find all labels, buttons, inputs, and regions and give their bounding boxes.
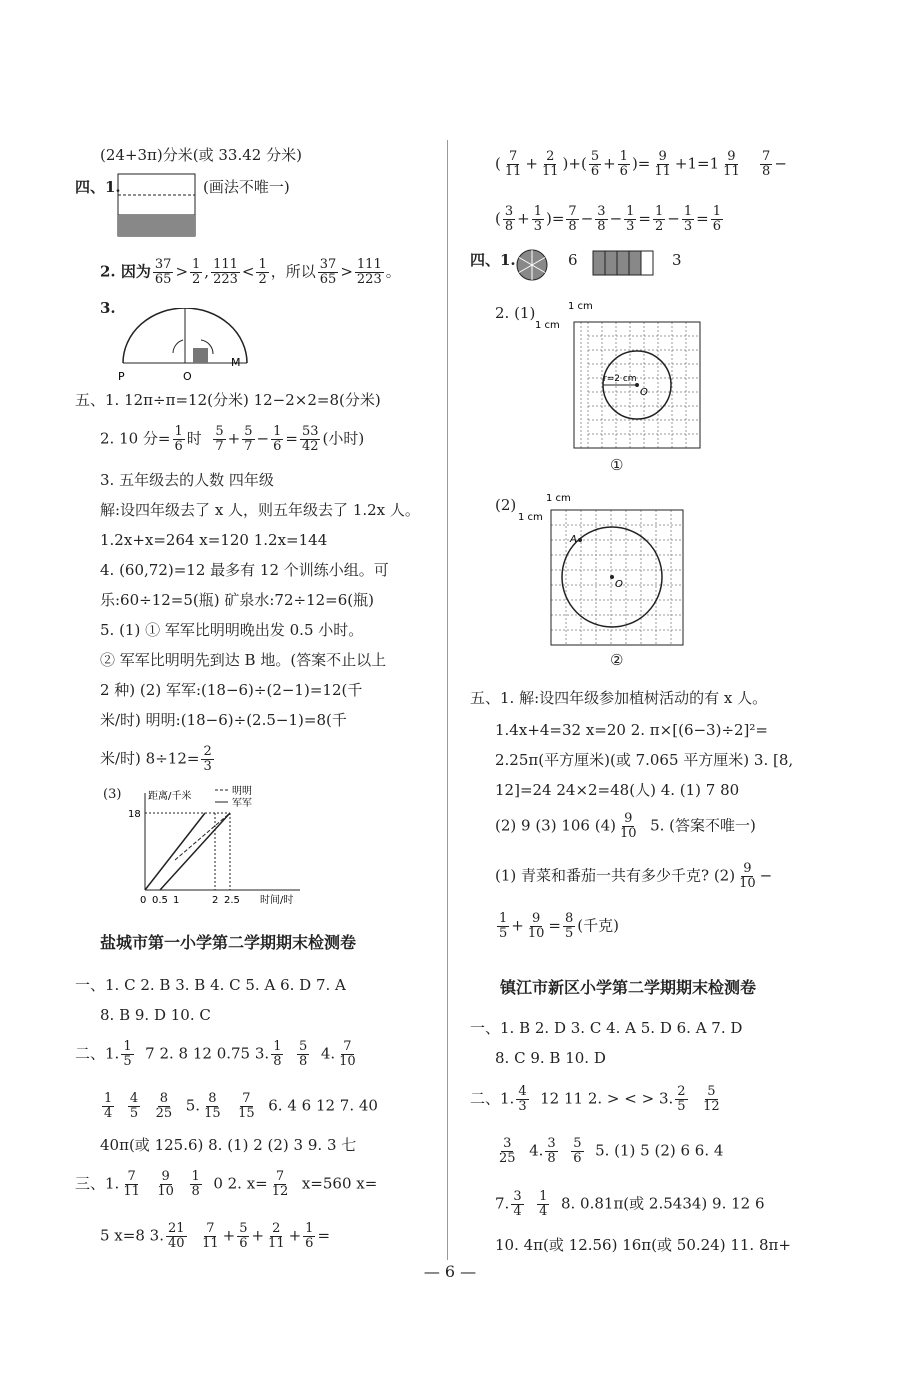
- x-tick-25: 2.5: [224, 895, 240, 905]
- answer-line: 2. (1): [495, 304, 536, 322]
- cm-label: 1 cm: [518, 512, 543, 523]
- center-label: O: [615, 579, 623, 590]
- answer-line: 5. (1) ① 军军比明明晚出发 0.5 小时。: [100, 621, 364, 639]
- answer-line: 8. B 9. D 10. C: [100, 1006, 211, 1024]
- answer-line: 2.25π(平方厘米)(或 7.065 平方厘米) 3. [8,: [495, 751, 794, 769]
- section-title: 盐城市第一小学第二学期期末检测卷: [100, 933, 357, 952]
- answer-line: (2) 9 (3) 106 (4) $\frac{9}{10}$ 5. (答案不唯一): [495, 811, 756, 841]
- answer-line: 三、1. $\frac{7}{11}$ $\frac{9}{10}$ $\frac{1}{8}$ 0 2. x= $\frac{7}{12}$ x=560 x=: [75, 1169, 378, 1199]
- point-p: P: [118, 370, 125, 383]
- y-tick-18: 18: [128, 809, 141, 820]
- answer-line: 12]=24 24×2=48(人) 4. (1) 7 80: [495, 781, 740, 799]
- answer-line: 7. $\frac{3}{4}$ $\frac{1}{4}$ 8. 0.81π(或 2.5434) 9. 12 6: [495, 1189, 765, 1219]
- x-axis-label: 时间/时: [260, 895, 294, 905]
- drawing-note: (画法不唯一): [203, 178, 290, 196]
- answer-line: 乐:60÷12=5(瓶) 矿泉水:72÷12=6(瓶): [100, 591, 374, 609]
- answer-line: 5 x=8 3. $\frac{21}{40}$ $\frac{7}{11}$ + $\frac{5}{6}$ + $\frac{2}{11}$ + $\frac{1}{6}$ =: [100, 1221, 331, 1251]
- answer-value: 6: [568, 251, 578, 269]
- answer-line: 二、1. $\frac{1}{5}$ 7 2. 8 12 0.75 3. $\frac{1}{8}$ $\frac{5}{8}$ 4. $\frac{7}{10}$: [75, 1039, 356, 1069]
- answer-line: 五、1. 12π÷π=12(分米) 12−2×2=8(分米): [75, 391, 381, 409]
- cm-label: 1 cm: [535, 320, 560, 331]
- x-tick-05: 0.5: [152, 895, 168, 905]
- answer-line: 3. 五年级去的人数 四年级: [100, 471, 274, 489]
- point-a: A: [570, 534, 577, 545]
- section-title: 镇江市新区小学第二学期期末检测卷: [500, 978, 757, 997]
- figure-number: ②: [610, 651, 624, 669]
- distance-time-graph: [120, 785, 305, 905]
- answer-line: 8. C 9. B 10. D: [495, 1049, 606, 1067]
- pie-figure: [515, 248, 549, 282]
- legend-junjun: 军军: [232, 798, 252, 809]
- answer-line: 二、1. $\frac{4}{3}$ 12 11 2. > < > 3. $\frac{2}{5}$ $\frac{5}{12}$: [470, 1084, 720, 1114]
- rectangle-figure: [117, 173, 197, 238]
- answer-line: ( $\frac{3}{8}$ + $\frac{1}{3}$ )= $\frac{7}{8}$ − $\frac{3}{8}$ − $\frac{1}{3}$ = $\frac{1}{2}$ − $\frac{1}{3}$ = $\frac{1}{6}$: [495, 204, 721, 234]
- answer-line: 解:设四年级去了 x 人，则五年级去了 1.2x 人。: [100, 501, 420, 519]
- semicircle-figure: [113, 308, 253, 383]
- section-4-label: 四、1.: [470, 251, 516, 269]
- legend-mingming: 明明: [232, 786, 252, 797]
- center-label: O: [640, 387, 648, 398]
- answer-line: 米/时) 8÷12= $\frac{2}{3}$: [100, 744, 212, 774]
- graph-label: (3): [103, 787, 122, 802]
- answer-line: 2. 10 分= $\frac{1}{6}$ 时 $\frac{5}{7}$ + $\frac{5}{7}$ − $\frac{1}{6}$ = $\frac{53}{42}$ (小时): [100, 424, 365, 454]
- answer-line: $\frac{3}{25}$ 4. $\frac{3}{8}$ $\frac{5}{6}$ 5. (1) 5 (2) 6 6. 4: [499, 1136, 724, 1166]
- answer-value: 3: [672, 251, 682, 269]
- answer-line: (1) 青菜和番茄一共有多少千克? (2) $\frac{9}{10}$ −: [495, 861, 773, 891]
- answer-line: ( $\frac{7}{11}$ + $\frac{2}{11}$ )+( $\frac{5}{6}$ + $\frac{1}{6}$ )= $\frac{9}{11}$ +1=1 $\frac{9}{11}$ $\frac{7}{8}$ −: [495, 149, 787, 179]
- section-4-label: 四、1.: [75, 178, 121, 196]
- answer-line: 1.2x+x=264 x=120 1.2x=144: [100, 531, 328, 549]
- answer-line: $\frac{1}{5}$ + $\frac{9}{10}$ = $\frac{8}{5}$ (千克): [499, 911, 619, 941]
- answer-line: 五、1. 解:设四年级参加植树活动的有 x 人。: [470, 689, 768, 707]
- answer-line: (24+3π)分米(或 33.42 分米): [100, 146, 302, 164]
- grid-circle-2: [518, 490, 698, 650]
- answer-line: ② 军军比明明先到达 B 地。(答案不止以上: [100, 651, 387, 669]
- bar-figure: [592, 250, 658, 276]
- answer-line: 一、1. B 2. D 3. C 4. A 5. D 6. A 7. D: [470, 1019, 743, 1037]
- answer-line: 4. (60,72)=12 最多有 12 个训练小组。可: [100, 561, 389, 579]
- grid-circle-1: [535, 298, 710, 453]
- point-o: O: [183, 370, 192, 383]
- answer-line: (2): [495, 496, 517, 514]
- x-tick-2: 2: [212, 895, 219, 905]
- answer-line: 2 种) (2) 军军:(18−6)÷(2−1)=12(千: [100, 681, 363, 699]
- x-tick-0: 0: [140, 895, 147, 905]
- question-3: 3.: [100, 299, 116, 317]
- radius-label: r=2 cm: [603, 374, 637, 384]
- page-number: — 6 —: [423, 1262, 477, 1281]
- column-divider: [447, 140, 448, 1260]
- answer-line: 40π(或 125.6) 8. (1) 2 (2) 3 9. 3 七: [100, 1136, 357, 1154]
- answer-line: 米/时) 明明:(18−6)÷(2.5−1)=8(千: [100, 711, 347, 729]
- answer-line: 一、1. C 2. B 3. B 4. C 5. A 6. D 7. A: [75, 976, 346, 994]
- x-tick-1: 1: [173, 895, 180, 905]
- answer-line: 10. 4π(或 12.56) 16π(或 50.24) 11. 8π+: [495, 1236, 791, 1254]
- cm-label: 1 cm: [568, 301, 593, 312]
- answer-line: $\frac{1}{4}$ $\frac{4}{5}$ $\frac{8}{25}$ 5. $\frac{8}{15}$ $\frac{7}{15}$ 6. 4 6 12 7. 40: [104, 1091, 378, 1121]
- figure-number: ①: [610, 456, 624, 474]
- y-axis-label: 距离/千米: [148, 791, 192, 802]
- point-m: M: [231, 356, 241, 369]
- answer-line: 2. 因为 $\frac{37}{65}$ > $\frac{1}{2}$ , $\frac{111}{223}$ < $\frac{1}{2}$ ，所以 $\frac{37}{65}$ > $\frac{111}{223}$ 。: [100, 257, 401, 287]
- answer-line: 1.4x+4=32 x=20 2. π×[(6−3)÷2]²=: [495, 721, 768, 739]
- cm-label: 1 cm: [546, 493, 571, 504]
